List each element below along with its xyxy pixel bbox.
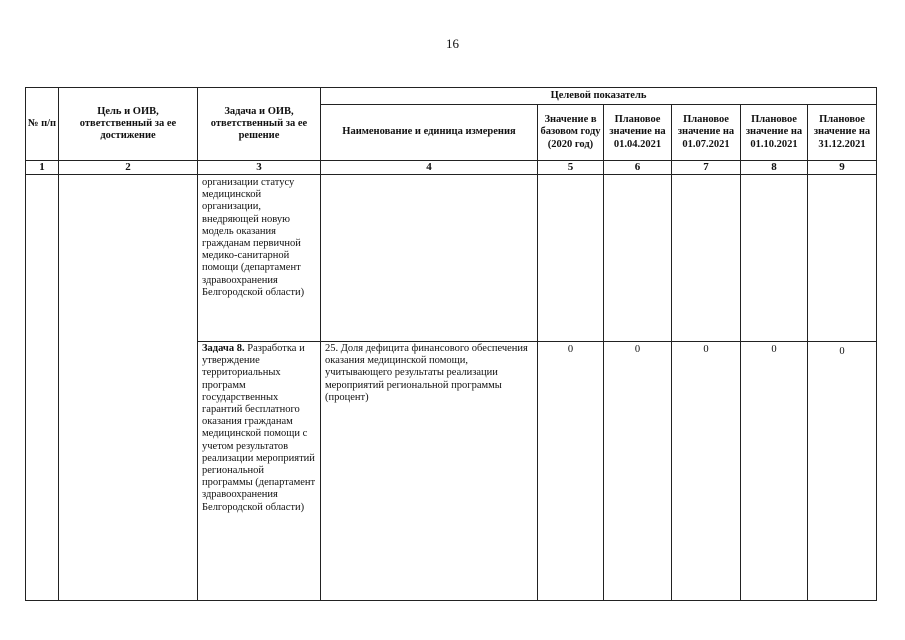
header-plan-q3: Плановое значение на 01.10.2021	[745, 114, 803, 150]
value-plan-q2: 0	[703, 344, 709, 355]
table-bottom-border	[25, 600, 877, 601]
number-row-bottom-border	[25, 174, 877, 175]
header-indicator-name: Наименование и единица измерения	[342, 126, 516, 138]
column-number: 4	[426, 161, 432, 173]
header-target-indicator: Целевой показатель	[550, 89, 647, 101]
column-number: 8	[771, 161, 777, 173]
column-number: 2	[125, 161, 131, 173]
column-number: 6	[634, 161, 641, 173]
column-number: 1	[39, 161, 45, 173]
task-text: Разработка и утверждение территориальных программ государственных гарантий бесплатного оказания гражданам медицинской помощи с учетом результатов реализации мероприятий региональной программы (департамент здравоохранения Белгородской области)	[202, 343, 316, 513]
column-number: 7	[703, 161, 709, 173]
header-number: № п/п	[27, 117, 57, 129]
page-number: 16	[446, 36, 459, 51]
column-number: 3	[256, 161, 262, 173]
indicator-name-cell: 25. Доля дефицита финансового обеспечения оказания медицинской помощи, учитывающего результаты реализации мероприятий региональной программы (процент)	[325, 343, 528, 403]
task-label: Задача 8.	[202, 343, 245, 354]
header-task: Задача и ОИВ, ответственный за ее решение	[210, 105, 308, 142]
header-plan-q4: Плановое значение на 31.12.2021	[813, 114, 871, 150]
header-base-value: Значение в базовом году (2020 год)	[540, 114, 601, 150]
column-number: 5	[567, 161, 574, 173]
header-plan-q1: Плановое значение на 01.04.2021	[609, 114, 666, 150]
column-number: 9	[839, 161, 845, 173]
value-base-2020: 0	[567, 344, 574, 355]
task-cell	[198, 342, 320, 599]
header-goal: Цель и ОИВ, ответственный за ее достижение	[79, 105, 177, 142]
col-border	[876, 87, 877, 601]
task-cell-continuation: организации статусу медицинской организации, внедряющей новую модель оказания гражданам первичной медико-санитарной помощи (департамент здравоохранения Белгородской области)	[202, 177, 305, 298]
value-plan-q3: 0	[771, 344, 777, 355]
header-plan-q2: Плановое значение на 01.07.2021	[677, 114, 735, 150]
value-plan-q1: 0	[634, 344, 641, 355]
value-plan-q4: 0	[839, 346, 845, 357]
